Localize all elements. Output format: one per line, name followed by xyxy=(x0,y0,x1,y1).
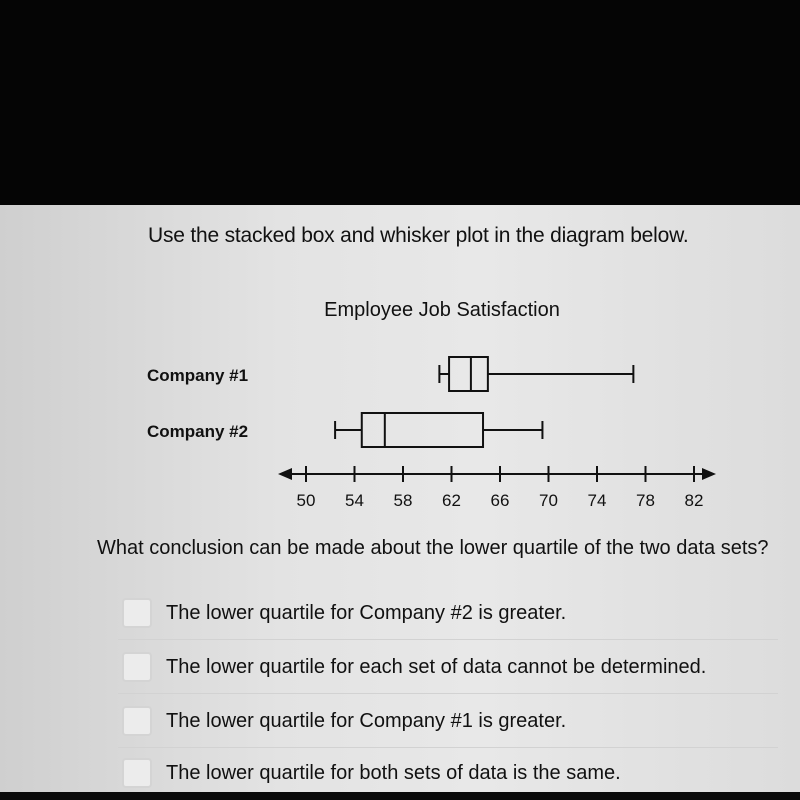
tick-label: 50 xyxy=(296,491,316,510)
tick-label: 54 xyxy=(345,491,364,510)
answer-option-label: The lower quartile for each set of data cannot be determined. xyxy=(166,656,707,678)
tick-label: 62 xyxy=(442,491,461,510)
iqr-box xyxy=(362,413,483,447)
series-label: Company #2 xyxy=(147,422,249,441)
instruction-text: Use the stacked box and whisker plot in the diagram below. xyxy=(148,224,689,247)
tick-label: 66 xyxy=(490,491,510,510)
checkbox[interactable] xyxy=(122,652,152,682)
axis-arrow-left xyxy=(278,468,292,480)
series-label: Company #1 xyxy=(147,366,249,385)
answer-option-3[interactable] xyxy=(118,704,778,748)
tick-label: 70 xyxy=(539,491,558,510)
tick-label: 78 xyxy=(636,491,655,510)
axis-arrow-right xyxy=(702,468,716,480)
question-text: What conclusion can be made about the lower quartile of the two data sets? xyxy=(97,537,769,559)
tick-label: 82 xyxy=(684,491,704,510)
answer-option-2[interactable] xyxy=(118,650,778,694)
box-plot-row xyxy=(147,357,633,391)
chart-title: Employee Job Satisfaction xyxy=(324,299,560,321)
checkbox[interactable] xyxy=(122,758,152,788)
answer-option-label: The lower quartile for both sets of data is the same. xyxy=(166,762,621,784)
answer-option-label: The lower quartile for Company #1 is greater. xyxy=(166,710,567,732)
iqr-box xyxy=(449,357,488,391)
answer-option-1[interactable] xyxy=(118,596,778,640)
checkbox[interactable] xyxy=(122,706,152,736)
tick-label: 58 xyxy=(393,491,413,510)
box-plot-row xyxy=(147,413,542,447)
tick-label: 74 xyxy=(587,491,607,510)
checkbox[interactable] xyxy=(122,598,152,628)
bottom-edge xyxy=(0,792,800,800)
answer-option-label: The lower quartile for Company #2 is greater. xyxy=(166,602,567,624)
